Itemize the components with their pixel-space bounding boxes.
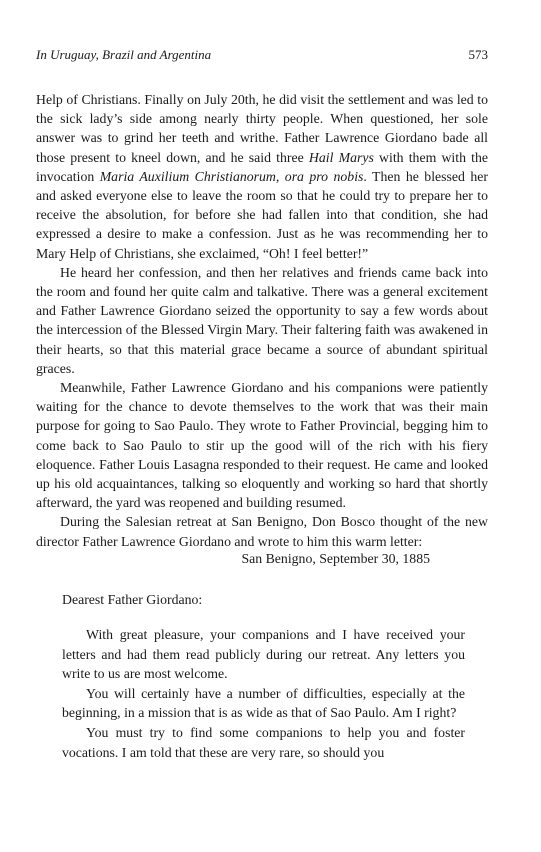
page-number: 573 — [468, 47, 488, 62]
letter-paragraph-2: You will certainly have a number of difficulties, especially at the beginning, in a mission that is as wide as that of Sao Paulo. Am I right? — [62, 685, 465, 721]
letter-paragraph-3: You must try to find some companions to help you and foster vocations. I am told that these are very rare, so should you — [62, 724, 465, 760]
paragraph-2: He heard her confession, and then her relatives and friends came back into the room and found her quite calm and talkative. There was a general excitement and Father Lawrence Giordano seized the opportunity to say a few words about the intercession of the Blessed Virgin Mary. Their faltering faith was awakened in their hearts, so that this material grace became a source of abundant spiritual graces. — [36, 264, 488, 376]
paragraph-1 — [36, 90, 488, 263]
hail-marys-italic: Hail Marys — [308, 149, 374, 165]
paragraph-4: During the Salesian retreat at San Benigno, Don Bosco thought of the new director Father Lawrence Giordano and wrote to him this warm letter: — [36, 514, 488, 549]
letter-body — [62, 625, 465, 762]
page-header — [36, 47, 488, 65]
body-text — [36, 90, 488, 551]
latin-invocation-italic: Maria Auxilium Christianorum, ora pro nobis — [99, 168, 364, 184]
running-head: In Uruguay, Brazil and Argentina — [36, 47, 212, 62]
paragraph-3: Meanwhile, Father Lawrence Giordano and his companions were patiently waiting for the chance to devote themselves to the work that was their main purpose for going to Sao Paulo. They wrote to Father Provincial, begging him to come back to Sao Paulo to stir up the good will of the rich with his fiery eloquence. Father Louis Lasagna responded to their request. He came and looked up his old acquaintances, talking so eloquently and working so hard that shortly afterward, the yard was reopened and building resumed. — [36, 380, 488, 511]
paragraph-1-text-a: Help of Christians. Finally on July 20th, he did visit the settlement and was led to the sick lady’s side among nearly thirty people. When questioned, her sole answer was to grind her teeth and writhe. Father Lawrence Giordano bade all those present to kneel down, and he said three — [36, 92, 488, 165]
paragraph-1-text-c: . Then he blessed her and asked everyone else to leave the room so that he could try to prepare her to receive the absolution, for before she had fallen into that condition, she had expressed a desire to make a confession. Just as he was recommending her to Mary Help of Christians, she exclaimed, “Oh! I feel better!” — [36, 168, 488, 261]
letter-salutation: Dearest Father Giordano: — [62, 592, 203, 607]
letter-date-line: San Benigno, September 30, 1885 — [241, 551, 430, 566]
letter-paragraph-1: With great pleasure, your companions and I have received your letters and had them read publicly during our retreat. Any letters you write to us are most welcome. — [62, 627, 465, 682]
paragraph-1-text-b: with them with the invocation — [36, 149, 489, 184]
